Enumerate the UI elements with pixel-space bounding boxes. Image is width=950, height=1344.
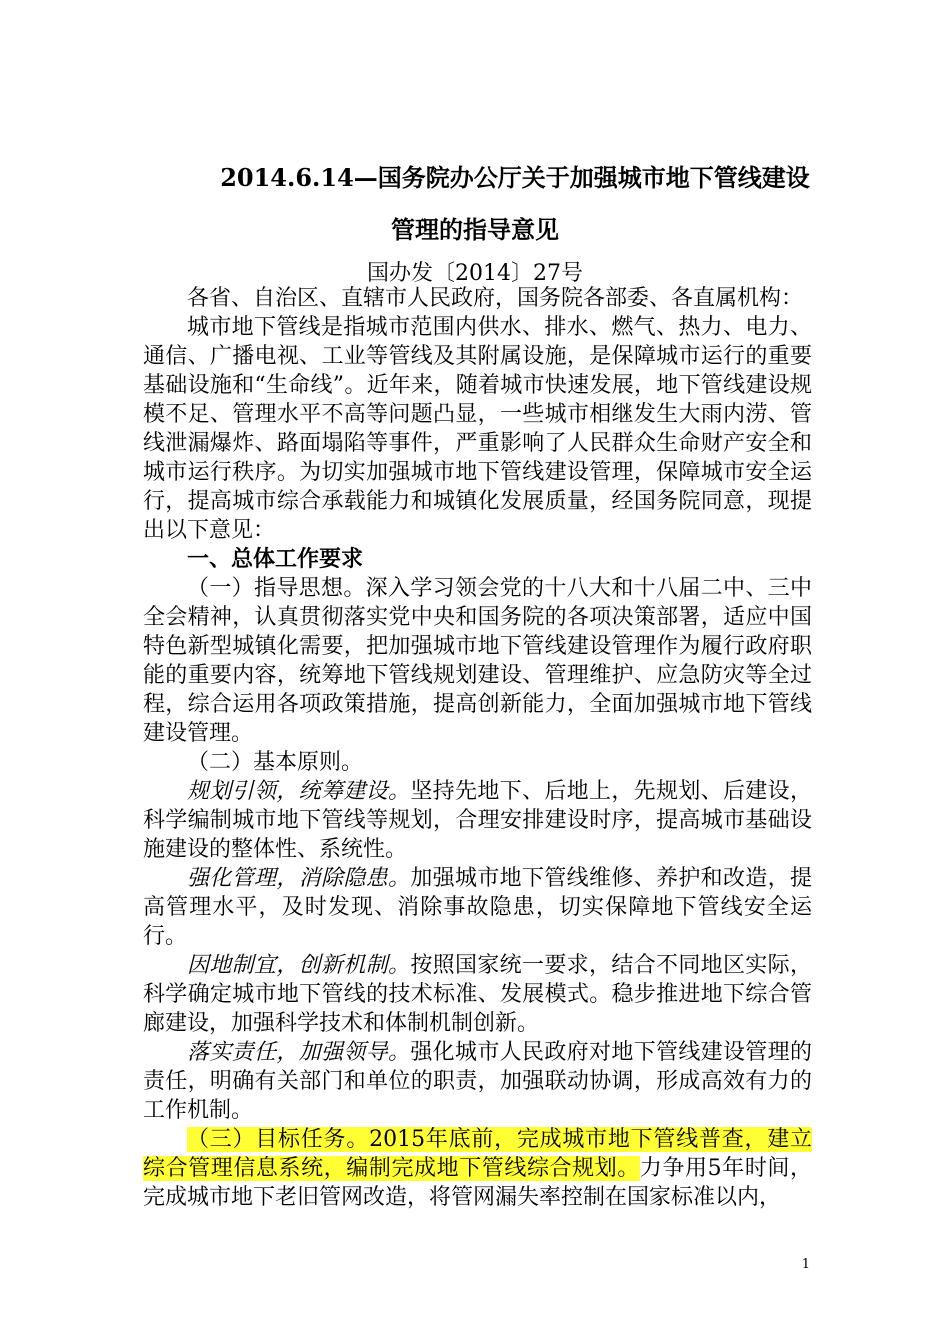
- targets-paragraph: [143, 1125, 812, 1212]
- highlighted-text: （三）目标任务。2015年底前，完成城市地下管线普查，建立综合管理信息系统，编制完成地下管线综合规划。: [143, 1127, 812, 1181]
- document-body: [143, 284, 812, 1212]
- principle-text: 坚持先地下、后地上，先规划、后建设，科学编制城市地下管线等规划，合理安排建设时序，提高城市基础设施建设的整体性、系统性。: [143, 779, 812, 862]
- guiding-paragraph: （一）指导思想。深入学习领会党的十八大和十八届二中、三中全会精神，认真贯彻落实党中央和国务院的各项决策部署，适应中国特色新型城镇化需要，把加强城市地下管线建设管理作为履行政府职能的重要内容，统筹地下管线规划建设、管理维护、应急防灾等全过程，综合运用各项政策措施，提高创新能力，全面加强城市地下管线建设管理。: [143, 576, 812, 746]
- principles-heading: （二）基本原则。: [187, 750, 364, 775]
- document-title-line-1: 2014.6.14—国务院办公厅关于加强城市地下管线建设: [220, 163, 810, 192]
- targets-text: 力争用5年时间，完成城市地下老旧管网改造，将管网漏失率控制在国家标准以内，: [143, 1156, 812, 1210]
- principle-text: 按照国家统一要求，结合不同地区实际，科学确定城市地下管线的技术标准、发展模式。稳步推进地下综合管廊建设，加强科学技术和体制机制创新。: [143, 953, 812, 1036]
- principle-lead: 强化管理，消除隐患。: [187, 866, 411, 891]
- intro-paragraph: 城市地下管线是指城市范围内供水、排水、燃气、热力、电力、通信、广播电视、工业等管线及其附属设施，是保障城市运行的重要基础设施和“生命线”。近年来，随着城市快速发展，地下管线建设规模不足、管理水平不高等问题凸显，一些城市相继发生大雨内涝、管线泄漏爆炸、路面塌陷等事件，严重影响了人民群众生命财产安全和城市运行秩序。为切实加强城市地下管线建设管理，保障城市安全运行，提高城市综合承载能力和城镇化发展质量，经国务院同意，现提出以下意见：: [143, 315, 812, 543]
- document-title-line-2: 管理的指导意见: [391, 215, 559, 244]
- principle-text: 加强城市地下管线维修、养护和改造，提高管理水平，及时发现、消除事故隐患，切实保障地下管线安全运行。: [143, 866, 812, 949]
- principle-lead: 落实责任，加强领导。: [187, 1040, 411, 1065]
- document-number: 国办发〔2014〕27号: [367, 261, 583, 286]
- principle-paragraph: [143, 951, 812, 1038]
- principle-paragraph: [143, 1038, 812, 1125]
- section-heading: 一、总体工作要求: [187, 546, 364, 572]
- salutation: 各省、自治区、直辖市人民政府，国务院各部委、各直属机构：: [187, 286, 804, 311]
- principle-lead: 规划引领，统筹建设。: [187, 779, 411, 804]
- page-number: 1: [801, 1257, 810, 1272]
- principle-lead: 因地制宜，创新机制。: [187, 953, 411, 978]
- principle-text: 强化城市人民政府对地下管线建设管理的责任，明确有关部门和单位的职责，加强联动协调，形成高效有力的工作机制。: [143, 1040, 812, 1123]
- principle-paragraph: [143, 864, 812, 951]
- principle-paragraph: [143, 777, 812, 864]
